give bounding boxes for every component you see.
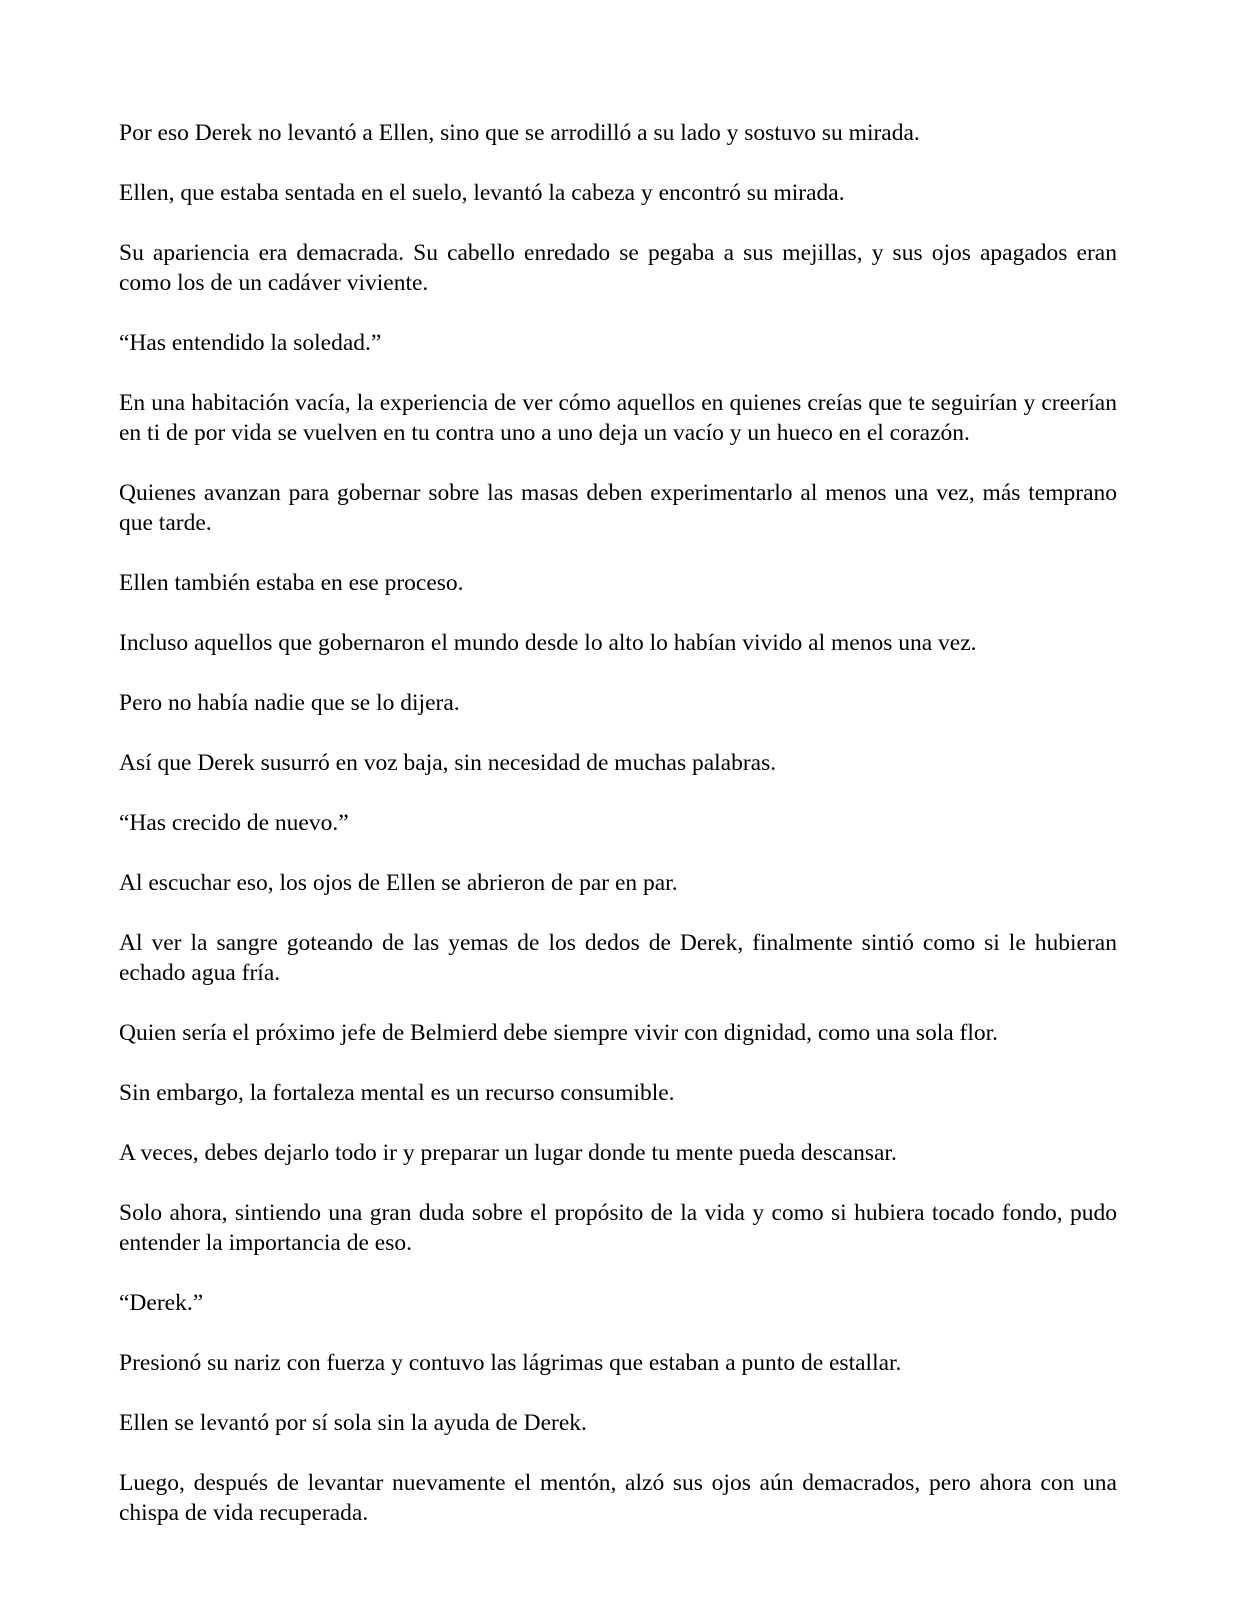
paragraph: “Has crecido de nuevo.”	[119, 810, 349, 836]
paragraph: Pero no había nadie que se lo dijera.	[119, 690, 460, 716]
paragraph: Por eso Derek no levantó a Ellen, sino que se arrodilló a su lado y sostuvo su mirada.	[119, 120, 920, 146]
paragraph: Al escuchar eso, los ojos de Ellen se abrieron de par en par.	[119, 870, 678, 896]
paragraph: Incluso aquellos que gobernaron el mundo desde lo alto lo habían vivido al menos una vez.	[119, 630, 977, 656]
paragraph: Quien sería el próximo jefe de Belmierd debe siempre vivir con dignidad, como una sola flor.	[119, 1020, 999, 1046]
paragraph: Así que Derek susurró en voz baja, sin necesidad de muchas palabras.	[119, 750, 777, 776]
paragraph: Quienes avanzan para gobernar sobre las masas deben experimentarlo al menos una vez, más temprano que tarde.	[119, 480, 1117, 536]
paragraph: Sin embargo, la fortaleza mental es un recurso consumible.	[119, 1080, 675, 1106]
paragraph: A veces, debes dejarlo todo ir y preparar un lugar donde tu mente pueda descansar.	[119, 1140, 897, 1166]
paragraph: Presionó su nariz con fuerza y contuvo las lágrimas que estaban a punto de estallar.	[119, 1350, 902, 1376]
paragraph: En una habitación vacía, la experiencia de ver cómo aquellos en quienes creías que te seguirían y creerían en ti de por vida se vuelven en tu contra uno a uno deja un vacío y un hueco en el corazón.	[119, 390, 1117, 446]
paragraph: “Has entendido la soledad.”	[119, 330, 382, 356]
document-body	[119, 118, 1117, 1528]
paragraph: Luego, después de levantar nuevamente el mentón, alzó sus ojos aún demacrados, pero ahora con una chispa de vida recuperada.	[119, 1470, 1117, 1526]
paragraph: Al ver la sangre goteando de las yemas de los dedos de Derek, finalmente sintió como si le hubieran echado agua fría.	[119, 930, 1117, 986]
paragraph: “Derek.”	[119, 1290, 204, 1316]
paragraph: Ellen, que estaba sentada en el suelo, levantó la cabeza y encontró su mirada.	[119, 180, 845, 206]
paragraph: Ellen también estaba en ese proceso.	[119, 570, 464, 596]
paragraph: Solo ahora, sintiendo una gran duda sobre el propósito de la vida y como si hubiera tocado fondo, pudo entender la importancia de eso.	[119, 1200, 1117, 1256]
paragraph: Ellen se levantó por sí sola sin la ayuda de Derek.	[119, 1410, 587, 1436]
paragraph: Su apariencia era demacrada. Su cabello enredado se pegaba a sus mejillas, y sus ojos apagados eran como los de un cadáver viviente.	[119, 240, 1117, 296]
